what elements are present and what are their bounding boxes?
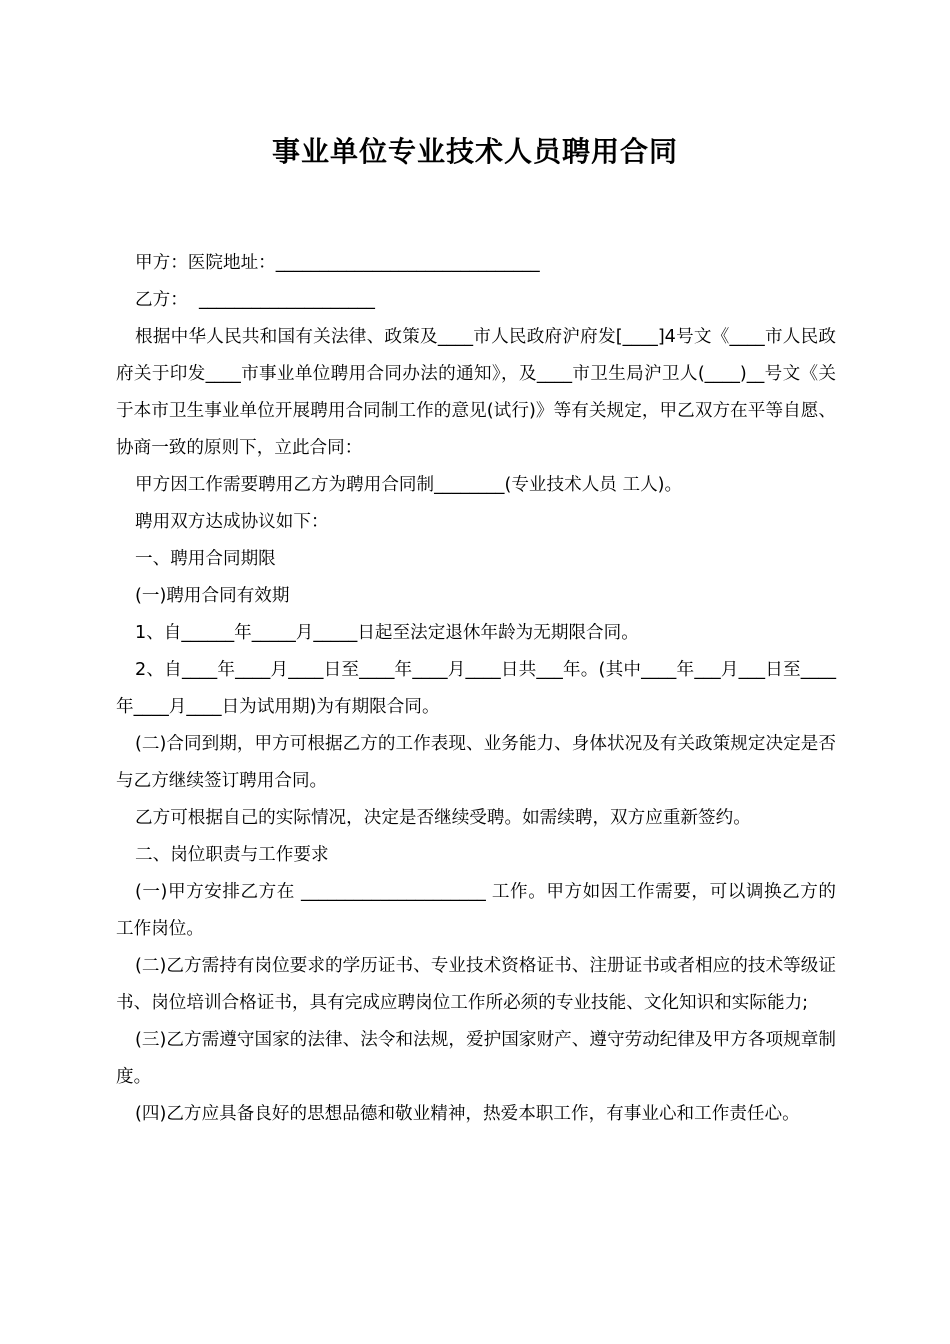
clause-compliance: (三)乙方需遵守国家的法律、法令和法规，爱护国家财产、遵守劳动纪律及甲方各项规章制度。 xyxy=(116,1030,836,1087)
clause-position: (一)甲方安排乙方在 _____________________ 工作。甲方如因工作需要，可以调换乙方的工作岗位。 xyxy=(116,882,836,939)
document-body xyxy=(116,245,836,1133)
party-b-line: 乙方： ____________________ xyxy=(135,290,375,310)
clause-fixed-term: 2、自____年____月____日至____年____月____日共___年。(其中____年___月___日至____年____月____日为试用期)为有期限合同。 xyxy=(116,660,836,717)
document-title: 事业单位专业技术人员聘用合同 xyxy=(271,135,678,168)
subsection-heading-validity: (一)聘用合同有效期 xyxy=(135,586,290,606)
party-a-line: 甲方：医院地址：______________________________ xyxy=(135,253,540,273)
section-heading-term: 一、聘用合同期限 xyxy=(135,549,276,569)
employment-type-paragraph: 甲方因工作需要聘用乙方为聘用合同制________(专业技术人员 工人)。 xyxy=(135,475,683,495)
section-heading-duties: 二、岗位职责与工作要求 xyxy=(135,845,329,865)
agreement-intro: 聘用双方达成协议如下： xyxy=(135,512,329,532)
clause-expiry: (二)合同到期，甲方可根据乙方的工作表现、业务能力、身体状况及有关政策规定决定是否与乙方继续签订聘用合同。 xyxy=(116,734,836,791)
clause-qualifications: (二)乙方需持有岗位要求的学历证书、专业技术资格证书、注册证书或者相应的技术等级证书、岗位培训合格证书，具有完成应聘岗位工作所必须的专业技能、文化知识和实际能力; xyxy=(116,956,836,1013)
clause-conduct: (四)乙方应具备良好的思想品德和敬业精神，热爱本职工作，有事业心和工作责任心。 xyxy=(135,1104,800,1124)
clause-open-ended: 1、自______年_____月_____日起至法定退休年龄为无期限合同。 xyxy=(135,623,639,643)
clause-renewal: 乙方可根据自己的实际情况，决定是否继续受聘。如需续聘，双方应重新签约。 xyxy=(135,808,751,828)
preamble-paragraph: 根据中华人民共和国有关法律、政策及____市人民政府沪府发[____]4号文《____市人民政府关于印发____市事业单位聘用合同办法的通知》，及____市卫生局沪卫人(____)__号文《关于本市卫生事业单位开展聘用合同制工作的意见(试行)》等有关规定，甲乙双方在平等自愿、协商一致的原则下，立此合同： xyxy=(116,327,836,458)
